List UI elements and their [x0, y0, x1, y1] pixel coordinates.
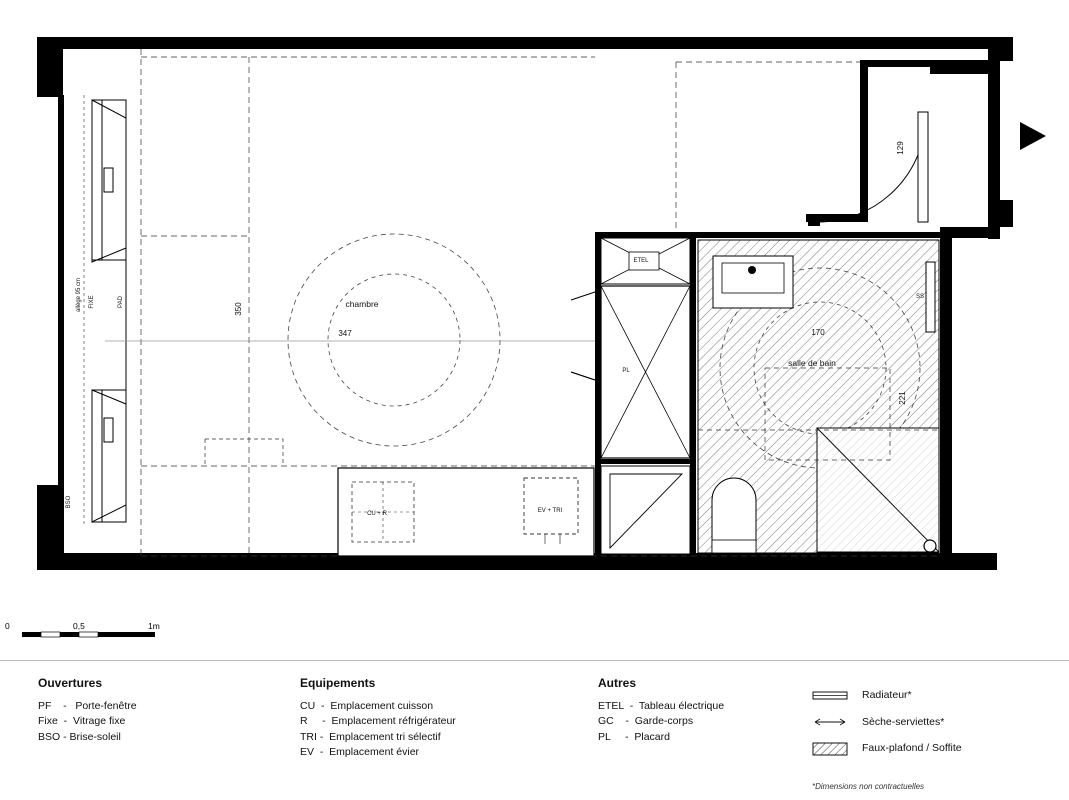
dimension-350: 350: [234, 302, 243, 316]
scale-tick-half: 0,5: [73, 621, 85, 631]
legend-equipment-item: TRI - Emplacement tri sélectif: [300, 730, 441, 743]
legend-others-item: ETEL - Tableau électrique: [598, 699, 725, 712]
legend-equipment-item: CU - Emplacement cuisson: [300, 699, 434, 712]
dimension-170: 170: [811, 328, 825, 337]
dimension-129: 129: [896, 141, 905, 155]
legend-footnote: *Dimensions non contractuelles: [812, 782, 925, 791]
radiator-icon: [812, 689, 848, 703]
legend-divider: [0, 660, 1069, 661]
room-label-chambre: chambre: [345, 299, 379, 309]
legend-others-item: GC - Garde-corps: [598, 715, 694, 727]
dimension-221: 221: [898, 391, 907, 405]
plan-label-ev-tri: EV + TRI: [537, 508, 563, 514]
legend: [0, 660, 1069, 800]
legend-equipment-title: Equipements: [300, 676, 376, 690]
legend-equipment-item: R - Emplacement réfrigérateur: [300, 715, 456, 727]
dimension-347: 347: [338, 329, 352, 338]
legend-symbols: [812, 688, 962, 768]
scale-bar: [0, 620, 200, 650]
plan-label-cu-r: CU + R: [367, 511, 387, 517]
legend-openings-item: BSO - Brise-soleil: [38, 730, 121, 743]
plan-label-ss: SS: [915, 294, 925, 300]
legend-symbol-label: Faux-plafond / Soffite: [862, 742, 962, 754]
scale-tick-one: 1m: [148, 621, 160, 631]
legend-openings: [38, 676, 137, 745]
plan-label-bso: BSO: [66, 495, 72, 509]
plan-label-pl: PL: [622, 368, 630, 374]
plan-label-fixe: FIXE: [89, 295, 95, 309]
legend-equipment-item: EV - Emplacement évier: [300, 746, 420, 758]
legend-symbol-label: Sèche-serviettes*: [862, 715, 945, 728]
legend-others: [598, 676, 724, 745]
plan-label-etel: ETEL: [633, 258, 649, 264]
scale-ticks: [22, 632, 155, 637]
legend-equipment: [300, 676, 456, 761]
hatched-ceiling-icon: [812, 742, 848, 756]
closet-pl: [571, 286, 690, 458]
window-assembly-left: [84, 95, 126, 525]
plan-label-pad: PAD: [118, 296, 124, 308]
legend-openings-item: PF - Porte-fenêtre: [38, 699, 137, 712]
scale-tick-0: 0: [5, 621, 10, 631]
legend-openings-title: Ouvertures: [38, 676, 103, 690]
room-label-salle-de-bain: salle de bain: [788, 358, 836, 368]
legend-openings-item: Fixe - Vitrage fixe: [38, 715, 126, 727]
legend-symbol-towel-rail: [812, 715, 962, 731]
legend-symbol-ceiling: [812, 741, 962, 757]
door-swing-hall: [601, 466, 690, 554]
legend-others-title: Autres: [598, 676, 637, 690]
plan-label-all-ge-95-cm: allège 95 cm: [76, 277, 82, 313]
legend-symbol-label: Radiateur*: [862, 689, 912, 701]
legend-others-item: PL - Placard: [598, 730, 670, 743]
legend-symbol-radiator: [812, 688, 962, 704]
towel-rail-icon: [812, 715, 848, 729]
